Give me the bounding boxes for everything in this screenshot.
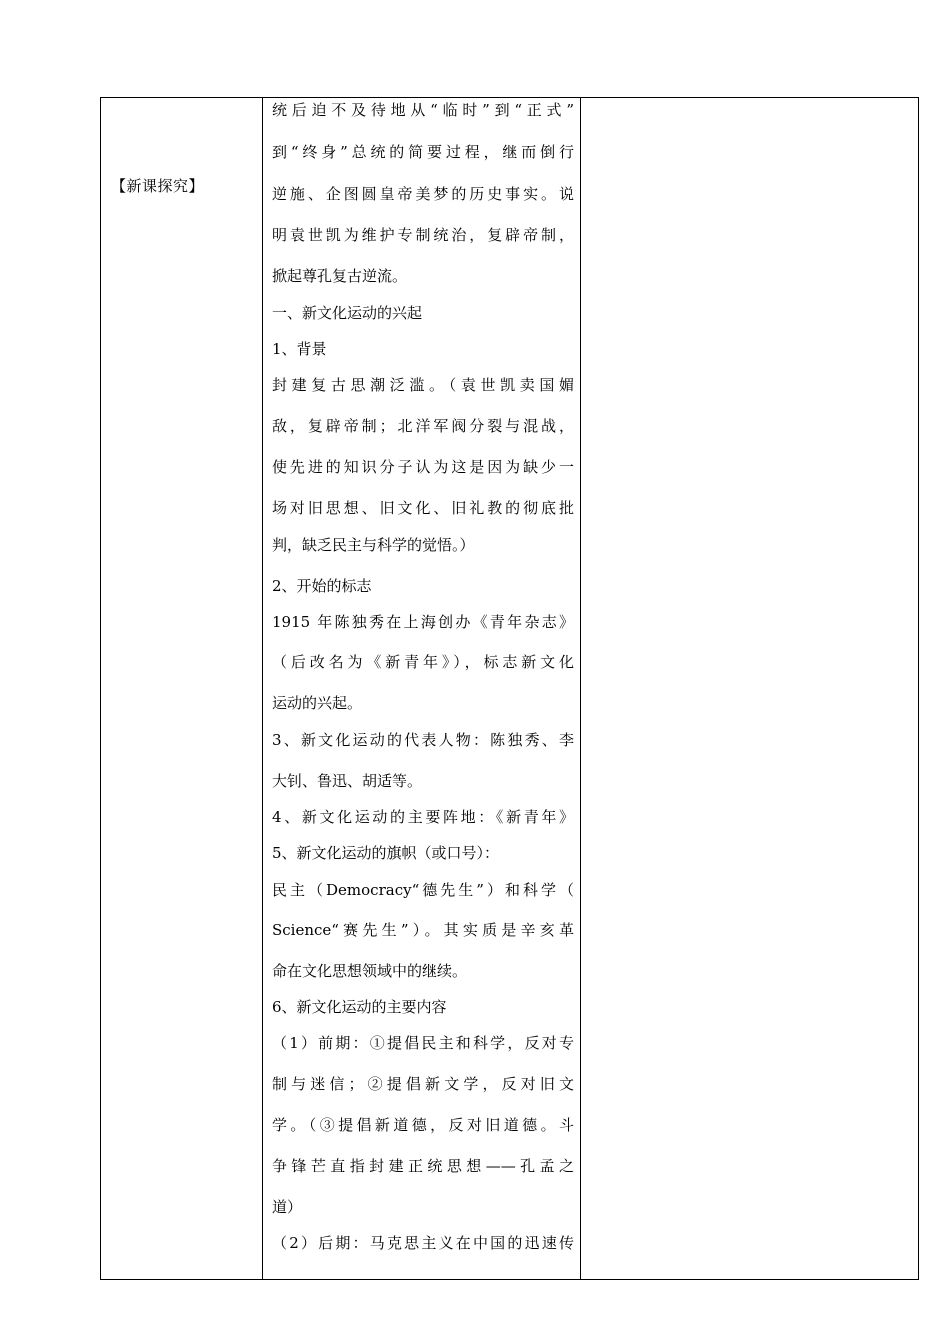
content-line: 制与迷信；②提倡新文学，反对旧文 [272, 1075, 574, 1093]
content-line: 6、新文化运动的主要内容 [272, 998, 447, 1016]
content-line: 一、新文化运动的兴起 [272, 304, 423, 322]
content-line: 4、新文化运动的主要阵地：《新青年》 [272, 808, 574, 826]
notes-cell [580, 98, 918, 1279]
content-line: 大钊、鲁迅、胡适等。 [272, 772, 423, 790]
content-line: 封建复古思潮泛滥。（袁世凯卖国媚 [272, 376, 574, 394]
content-line: 民主（Democracy“德先生”）和科学（ [272, 881, 574, 899]
content-line: 判，缺乏民主与科学的觉悟。） [272, 536, 475, 554]
content-line: 争锋芒直指封建正统思想——孔孟之 [272, 1157, 574, 1175]
content-line: （2）后期：马克思主义在中国的迅速传 [272, 1234, 574, 1252]
content-line: 1、背景 [272, 340, 327, 358]
content-line: （1）前期：①提倡民主和科学，反对专 [272, 1034, 574, 1052]
content-line: 2、开始的标志 [272, 577, 372, 595]
content-line: 运动的兴起。 [272, 694, 363, 712]
content-line: 到“终身”总统的简要过程，继而倒行 [272, 143, 574, 161]
section-label: 【新课探究】 [111, 177, 205, 195]
content-line: 道） [272, 1198, 303, 1216]
content-line: 1915 年陈独秀在上海创办《青年杂志》 [272, 613, 574, 631]
content-cell [262, 98, 580, 1279]
content-line: 5、新文化运动的旗帜（或口号）： [272, 844, 500, 862]
content-line: 使先进的知识分子认为这是因为缺少一 [272, 458, 574, 476]
content-line: （后改名为《新青年》），标志新文化 [272, 653, 574, 671]
content-line: 掀起尊孔复古逆流。 [272, 267, 408, 285]
content-line: 敌，复辟帝制；北洋军阀分裂与混战， [272, 417, 574, 435]
lesson-table [100, 97, 919, 1280]
content-line: Science“赛先生”）。其实质是辛亥革 [272, 921, 574, 939]
content-line: 学。（③提倡新道德，反对旧道德。斗 [272, 1116, 574, 1134]
content-line: 统后迫不及待地从“临时”到“正式” [272, 101, 574, 119]
content-line: 场对旧思想、旧文化、旧礼教的彻底批 [272, 499, 574, 517]
content-line: 3、新文化运动的代表人物：陈独秀、李 [272, 731, 574, 749]
content-line: 逆施、企图圆皇帝美梦的历史事实。说 [272, 185, 574, 203]
section-label-cell [101, 98, 262, 1279]
content-line: 命在文化思想领域中的继续。 [272, 962, 468, 980]
content-line: 明袁世凯为维护专制统治，复辟帝制， [272, 226, 574, 244]
